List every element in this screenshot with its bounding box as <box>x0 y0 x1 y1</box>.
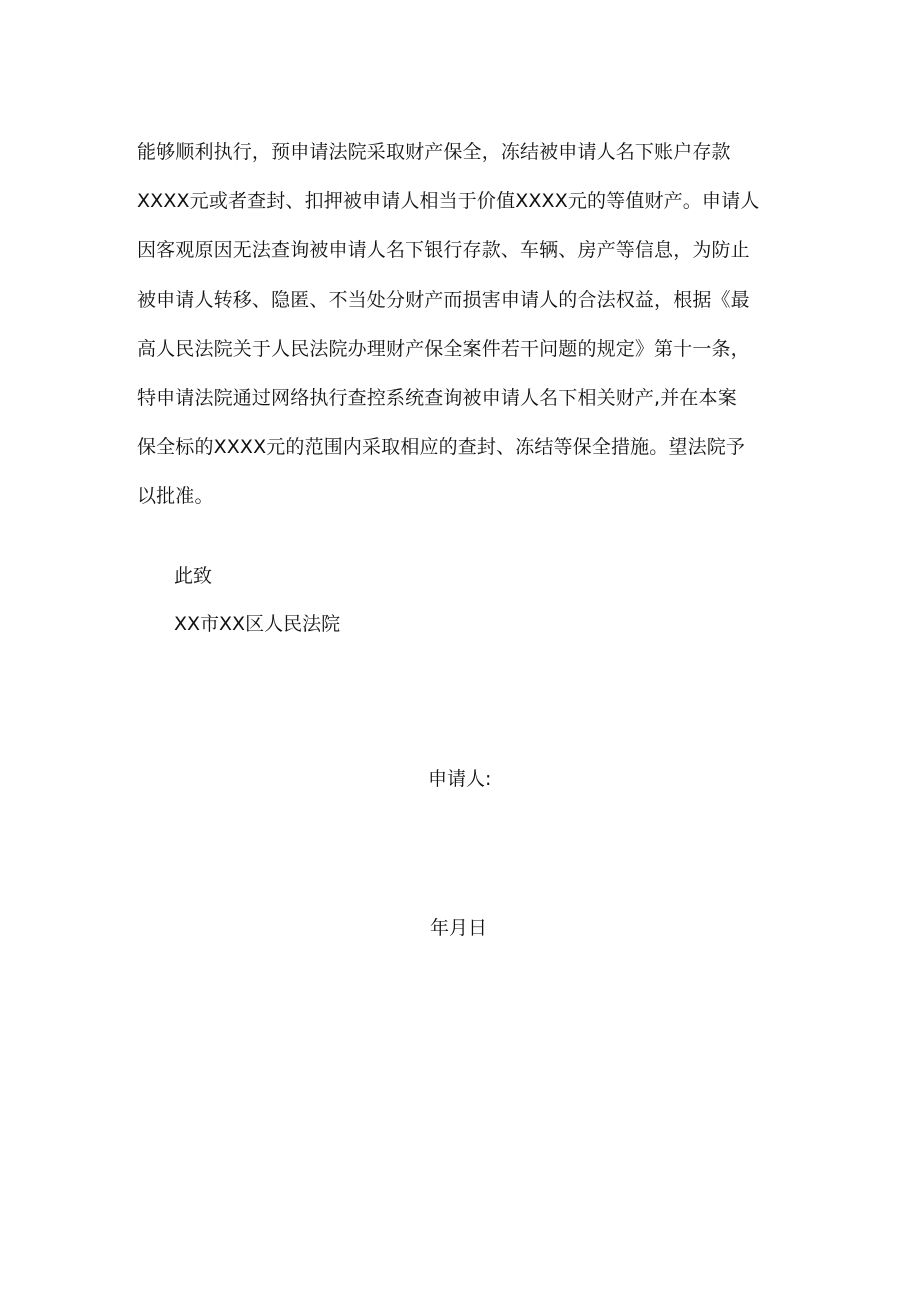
salutation: 此致 <box>174 565 213 587</box>
body-line: 特申请法院通过网络执行查控系统查询被申请人名下相关财产,并在本案 <box>137 387 737 410</box>
body-line: 被申请人转移、隐匿、不当处分财产而损害申请人的合法权益，根据《最 <box>137 288 750 311</box>
body-line: 高人民法院关于人民法院办理财产保全案件若干问题的规定》第十一条， <box>137 337 750 360</box>
body-line: 因客观原因无法查询被申请人名下银行存款、车辆、房产等信息，为防止 <box>137 239 750 262</box>
application-body <box>137 128 787 522</box>
applicant-signature-label: 申请人: <box>428 768 492 790</box>
body-line: XXXX元或者查封、扣押被申请人相当于价值XXXX元的等值财产。申请人 <box>137 190 760 213</box>
court-recipient: XX市XX区人民法院 <box>174 613 341 635</box>
body-line: 保全标的XXXX元的范围内采取相应的查封、冻结等保全措施。望法院予 <box>137 436 746 459</box>
date-label: 年月日 <box>430 917 488 939</box>
body-line: 以批准。 <box>137 485 214 508</box>
body-line: 能够顺利执行，预申请法院采取财产保全，冻结被申请人名下账户存款 <box>137 141 731 163</box>
